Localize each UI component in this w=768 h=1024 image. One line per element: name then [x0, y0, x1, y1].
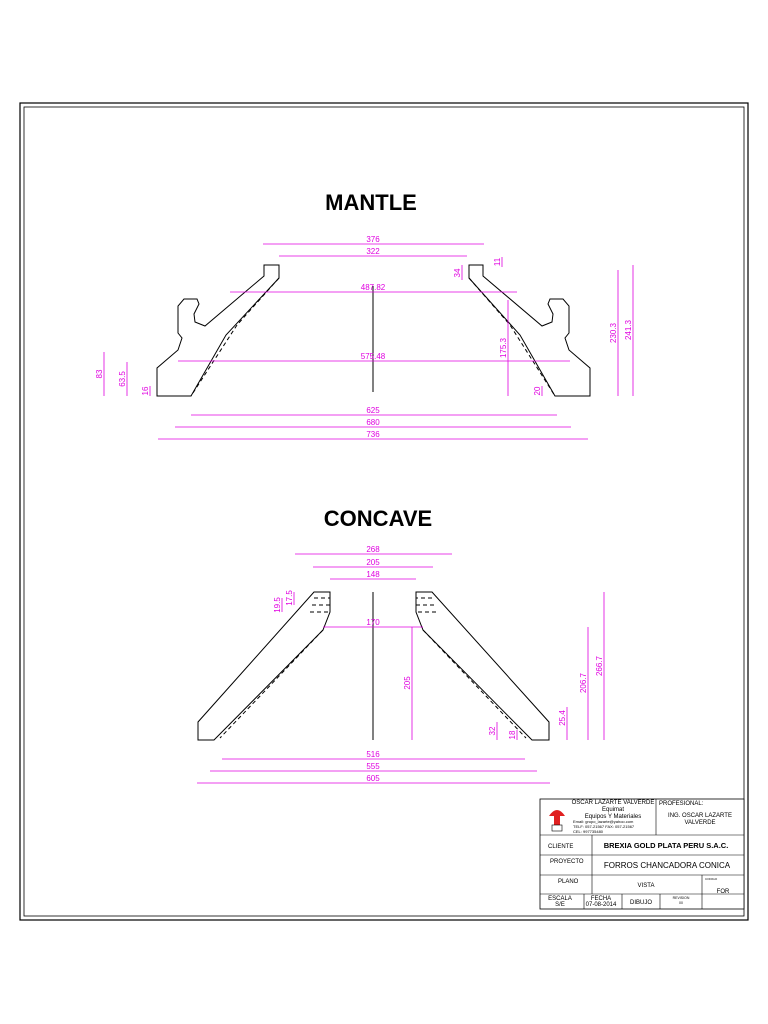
dibujo-label: DIBUJO: [629, 900, 653, 906]
escala-value: S/E: [555, 902, 565, 908]
concave-title: CONCAVE: [323, 506, 433, 531]
profesional-value-1: ING. OSCAR LAZARTE: [668, 813, 732, 819]
concave-right-liner: [416, 592, 549, 740]
company-email: Email: grupo_lazarte@yahoo.com: [573, 819, 634, 824]
codigo-value: FOR: [716, 889, 730, 895]
concave-drawing: [197, 506, 604, 783]
concave-dim-19-5: 19.5: [273, 597, 282, 613]
fecha-label: FECHA: [590, 896, 612, 902]
profesional-value-2: VALVERDE: [684, 820, 716, 826]
mantle-dim-680: 680: [366, 418, 380, 427]
concave-dim-605: 605: [366, 774, 380, 783]
concave-dim-206-7: 206.7: [579, 672, 588, 694]
fecha-value: 07-08-2014: [585, 902, 617, 908]
concave-dim-268: 268: [366, 545, 380, 554]
concave-dim-266-7: 266.7: [595, 655, 604, 677]
concave-dim-555: 555: [366, 762, 380, 771]
mantle-dim-11: 11: [493, 257, 502, 267]
concave-dim-205v: 205: [403, 676, 412, 690]
mantle-dim-736: 736: [366, 430, 380, 439]
mantle-left-liner: [157, 265, 279, 396]
title-block: [540, 799, 744, 909]
escala-label: ESCALA: [548, 896, 572, 902]
profesional-label: PROFESIONAL:: [659, 801, 704, 807]
company-sub1: Equimat: [601, 807, 625, 813]
mantle-dim-322: 322: [366, 247, 380, 256]
proyecto-label: PROYECTO: [550, 859, 584, 865]
company-phone: TELF: 057-21567 FAX: 057-21567: [573, 824, 635, 829]
mantle-dim-34: 34: [453, 268, 462, 278]
codigo-label: CODIGO: [705, 877, 718, 881]
mantle-dim-16: 16: [141, 386, 150, 396]
mantle-dim-20: 20: [533, 386, 542, 396]
mantle-drawing: [95, 190, 633, 439]
mantle-dim-575: 575.48: [360, 352, 386, 361]
revision-label: REVISION: [672, 896, 690, 900]
concave-dim-32: 32: [488, 726, 497, 736]
proyecto-value: FORROS CHANCADORA CONICA: [603, 861, 731, 870]
company-sub2: Equipos Y Materiales: [584, 814, 642, 820]
revision-value: 00: [679, 901, 683, 905]
vista-label: VISTA: [637, 883, 655, 889]
concave-dim-18: 18: [508, 730, 517, 740]
mantle-left-inner: [191, 278, 279, 396]
concave-dim-205: 205: [366, 558, 380, 567]
company-name: OSCAR LAZARTE VALVERDE: [571, 800, 655, 806]
concave-dim-516: 516: [366, 750, 380, 759]
company-cel: CEL: 997735480: [573, 829, 604, 834]
plano-label: PLANO: [558, 879, 579, 885]
mantle-dim-376: 376: [366, 235, 380, 244]
concave-dim-148: 148: [366, 570, 380, 579]
mantle-dim-230: 230.3: [609, 322, 618, 344]
concave-dim-17-5: 17.5: [285, 590, 294, 606]
mantle-dim-83: 83: [95, 369, 104, 379]
concave-dim-170: 170: [366, 618, 380, 627]
mantle-dim-175: 175.3: [499, 337, 508, 359]
concave-left-liner: [198, 592, 330, 740]
mantle-right-liner: [469, 265, 590, 396]
concave-dim-25-4: 25.4: [558, 710, 567, 726]
cliente-label: CLIENTE: [548, 844, 574, 850]
mantle-dim-63: 63.5: [118, 371, 127, 387]
mantle-title: MANTLE: [325, 190, 417, 215]
cliente-value: BREXIA GOLD PLATA PERU S.A.C.: [603, 841, 729, 850]
mantle-dim-487: 487.82: [360, 283, 386, 292]
mantle-right-inner: [469, 278, 555, 396]
mantle-dim-241: 241.3: [624, 319, 633, 341]
mantle-dim-625: 625: [366, 406, 380, 415]
